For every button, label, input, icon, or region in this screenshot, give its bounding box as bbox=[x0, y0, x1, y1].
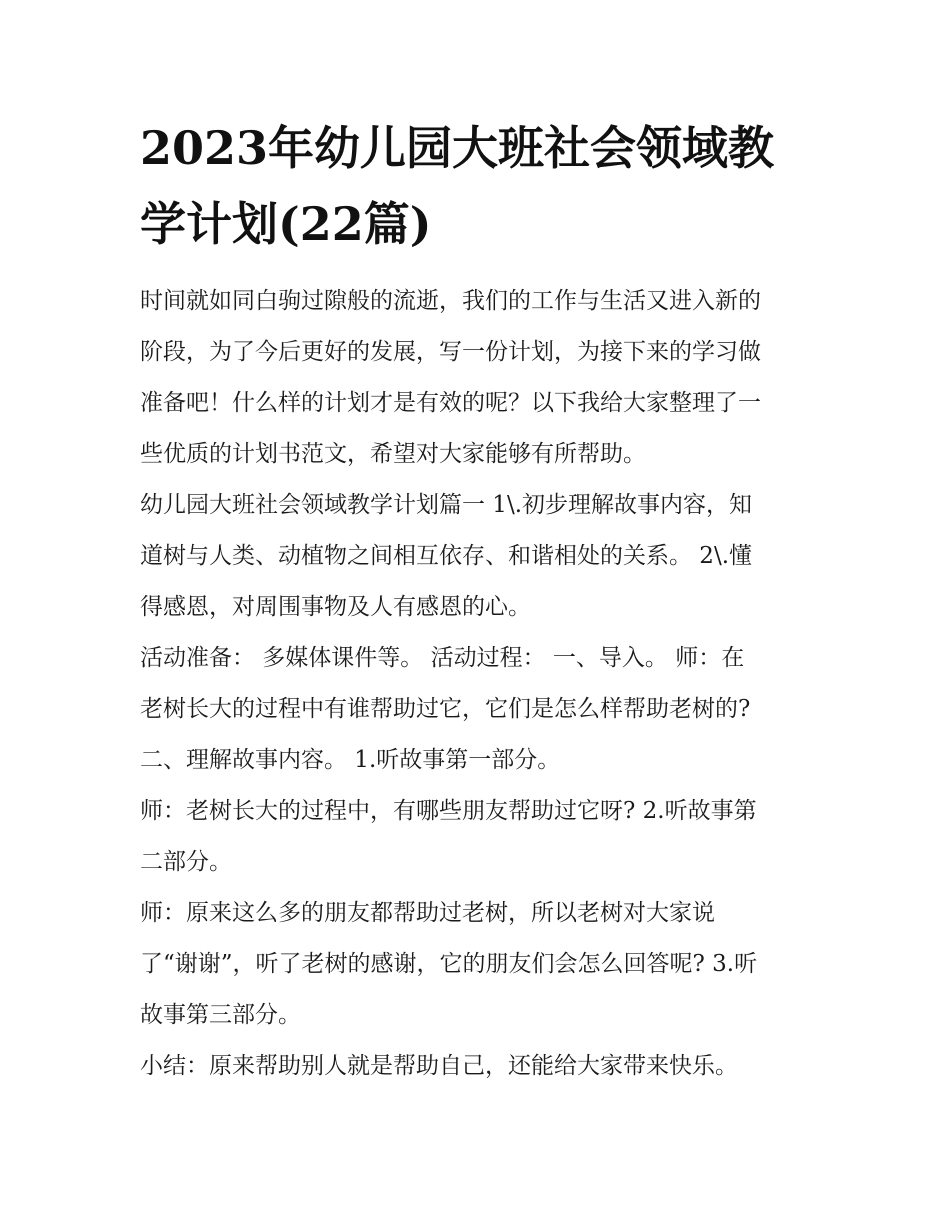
paragraph-story-part2: 师：老树长大的过程中，有哪些朋友帮助过它呀? 2.听故事第 二部分。 bbox=[140, 798, 757, 875]
paragraph-story-part3: 师：原来这么多的朋友都帮助过老树，所以老树对大家说 了“谢谢”，听了老树的感谢，它的朋友们会怎么回答呢? 3.听 故事第三部分。 bbox=[140, 900, 758, 1028]
paragraph-preparation: 活动准备： 多媒体课件等。 活动过程： 一、导入。 师：在 老树长大的过程中有谁帮助过它，它们是怎么样帮助老树的? 二、理解故事内容。 1.听故事第一部分。 bbox=[140, 645, 751, 773]
paragraph-summary: 小结：原来帮助别人就是帮助自己，还能给大家带来快乐。 bbox=[140, 1053, 738, 1079]
paragraph-intro: 时间就如同白驹过隙般的流逝，我们的工作与生活又进入新的 阶段，为了今后更好的发展，写一份计划，为接下来的学习做 准备吧！什么样的计划才是有效的呢？以下我给大家整理了一 些优质的计划书范文，希望对大家能够有所帮助。 bbox=[140, 288, 761, 467]
paragraph-goals: 幼儿园大班社会领域教学计划篇一 1\.初步理解故事内容，知 道树与人类、动植物之间相互依存、和谐相处的关系。 2\.懂 得感恩，对周围事物及人有感恩的心。 bbox=[140, 492, 753, 620]
document-title: 2023年幼儿园大班社会领域教 学计划(22篇) bbox=[140, 121, 775, 251]
